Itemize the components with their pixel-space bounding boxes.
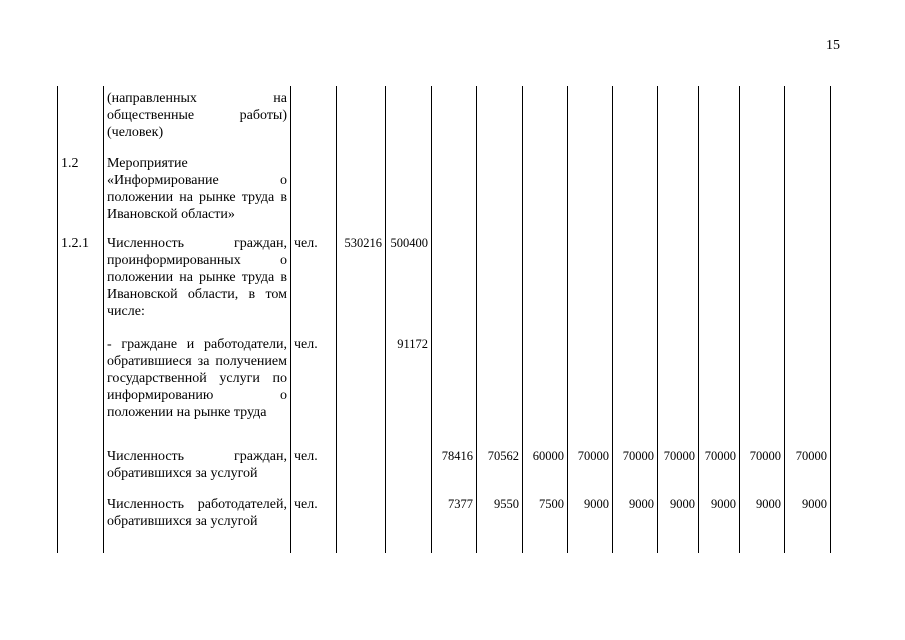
- indicator-name: Мероприятие «Информирование о положении на рынке труда в Ивановской области»: [104, 151, 291, 231]
- indicator-name: Численность работодателей, обратившихся за услугой: [104, 490, 291, 553]
- value-cell: [523, 332, 568, 444]
- unit-cell: чел.: [291, 490, 337, 553]
- table-row: [58, 332, 831, 444]
- row-index: 1.2: [58, 151, 104, 231]
- value-cell: 9000: [568, 490, 613, 553]
- value-cell: [568, 151, 613, 231]
- unit-cell: [291, 86, 337, 151]
- value-cell: [337, 151, 386, 231]
- value-cell: 70000: [568, 444, 613, 490]
- value-cell: [613, 231, 658, 332]
- value-cell: [523, 86, 568, 151]
- value-cell: 530216: [337, 231, 386, 332]
- indicator-name: - граждане и работодатели, обратившиеся за получением государственной услуги по информированию о положении на рынке труда: [104, 332, 291, 444]
- unit-cell: чел.: [291, 231, 337, 332]
- row-index: 1.2.1: [58, 231, 104, 332]
- value-cell: 500400: [386, 231, 432, 332]
- unit-cell: чел.: [291, 444, 337, 490]
- value-cell: 9000: [658, 490, 699, 553]
- indicator-name: Численность граждан, обратившихся за услугой: [104, 444, 291, 490]
- value-cell: [523, 231, 568, 332]
- indicator-name: Численность граждан, проинформированных о положении на рынке труда в Ивановской области, в том числе:: [104, 231, 291, 332]
- value-cell: 70562: [477, 444, 523, 490]
- value-cell: [432, 151, 477, 231]
- value-cell: [658, 231, 699, 332]
- value-cell: [699, 332, 740, 444]
- table-row: [58, 490, 831, 553]
- value-cell: [785, 231, 831, 332]
- value-cell: 9000: [613, 490, 658, 553]
- value-cell: [699, 151, 740, 231]
- value-cell: [785, 86, 831, 151]
- page-number: 15: [826, 38, 840, 53]
- value-cell: [477, 332, 523, 444]
- row-index: [58, 444, 104, 490]
- value-cell: [337, 444, 386, 490]
- value-cell: [613, 151, 658, 231]
- indicator-name: (направленных на общественные работы) (человек): [104, 86, 291, 151]
- value-cell: [740, 86, 785, 151]
- table-row: [58, 231, 831, 332]
- value-cell: [386, 151, 432, 231]
- unit-cell: [291, 151, 337, 231]
- value-cell: [523, 151, 568, 231]
- value-cell: [337, 490, 386, 553]
- value-cell: 70000: [613, 444, 658, 490]
- value-cell: [699, 86, 740, 151]
- value-cell: [337, 332, 386, 444]
- value-cell: [740, 231, 785, 332]
- value-cell: 70000: [699, 444, 740, 490]
- value-cell: 9550: [477, 490, 523, 553]
- row-index: [58, 332, 104, 444]
- unit-cell: чел.: [291, 332, 337, 444]
- value-cell: 78416: [432, 444, 477, 490]
- value-cell: 9000: [785, 490, 831, 553]
- value-cell: 70000: [658, 444, 699, 490]
- value-cell: [477, 231, 523, 332]
- value-cell: 91172: [386, 332, 432, 444]
- value-cell: [386, 444, 432, 490]
- value-cell: [785, 332, 831, 444]
- indicators-table: [57, 86, 831, 553]
- table-row: [58, 444, 831, 490]
- value-cell: 70000: [740, 444, 785, 490]
- value-cell: [785, 151, 831, 231]
- value-cell: [658, 151, 699, 231]
- table-row: [58, 86, 831, 151]
- value-cell: [386, 490, 432, 553]
- value-cell: 60000: [523, 444, 568, 490]
- row-index: [58, 490, 104, 553]
- value-cell: [337, 86, 386, 151]
- value-cell: 7500: [523, 490, 568, 553]
- value-cell: 9000: [699, 490, 740, 553]
- value-cell: [568, 231, 613, 332]
- value-cell: [386, 86, 432, 151]
- value-cell: [699, 231, 740, 332]
- value-cell: [613, 332, 658, 444]
- value-cell: [432, 332, 477, 444]
- value-cell: 9000: [740, 490, 785, 553]
- value-cell: [568, 332, 613, 444]
- value-cell: [477, 86, 523, 151]
- value-cell: [432, 86, 477, 151]
- value-cell: 7377: [432, 490, 477, 553]
- value-cell: 70000: [785, 444, 831, 490]
- value-cell: [658, 86, 699, 151]
- value-cell: [658, 332, 699, 444]
- table-row: [58, 151, 831, 231]
- row-index: [58, 86, 104, 151]
- value-cell: [740, 151, 785, 231]
- value-cell: [432, 231, 477, 332]
- value-cell: [740, 332, 785, 444]
- value-cell: [613, 86, 658, 151]
- value-cell: [568, 86, 613, 151]
- value-cell: [477, 151, 523, 231]
